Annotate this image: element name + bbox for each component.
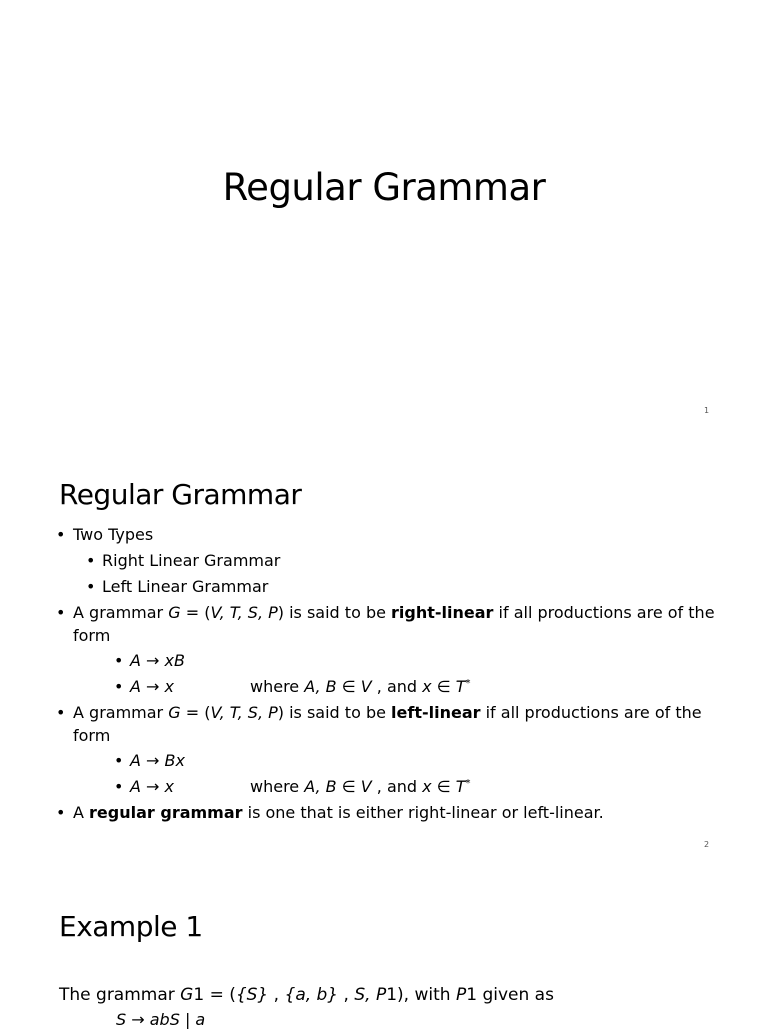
bullet-left-linear-definition: • A grammar G = (V, T, S, P) is said to be left-linear if all productions are of the bbox=[56, 700, 741, 726]
bullet-right-linear-type: • Right Linear Grammar bbox=[56, 548, 741, 574]
bullet-icon: • bbox=[86, 577, 96, 596]
arrow-icon: → bbox=[140, 651, 165, 670]
bullet-icon: • bbox=[56, 603, 66, 622]
arrow-icon: → bbox=[140, 777, 165, 796]
bullet-icon: • bbox=[56, 803, 66, 822]
bullet-two-types: • Two Types bbox=[56, 522, 741, 548]
bullet-icon: • bbox=[114, 777, 124, 796]
production-right-2: • A → x where A, B ∈ V , and x ∈ T* bbox=[56, 674, 741, 700]
slide-1 bbox=[0, 0, 768, 432]
bullet-icon: • bbox=[114, 677, 124, 696]
bullet-icon: • bbox=[114, 651, 124, 670]
slide-2-body bbox=[56, 522, 741, 826]
example-production: S → abS | a bbox=[116, 1010, 206, 1029]
production-left-1: • A → Bx bbox=[56, 748, 741, 774]
slide-2 bbox=[0, 432, 768, 864]
slide-3-title: Example 1 bbox=[59, 910, 203, 943]
bullet-icon: • bbox=[86, 551, 96, 570]
slide-2-title: Regular Grammar bbox=[59, 478, 302, 511]
slide-3 bbox=[0, 864, 768, 1029]
bullet-icon: • bbox=[114, 751, 124, 770]
bullet-continuation: form bbox=[73, 726, 111, 745]
bullet-continuation: form bbox=[73, 626, 111, 645]
bullet-right-linear-definition: • A grammar G = (V, T, S, P) is said to be right-linear if all productions are of the bbox=[56, 600, 741, 626]
production-right-1: • A → xB bbox=[56, 648, 741, 674]
example-grammar-text: The grammar G1 = ({S} , {a, b} , S, P1), with P1 given as bbox=[59, 985, 554, 1005]
production-condition: where A, B ∈ V , and x ∈ T* bbox=[250, 677, 471, 696]
bullet-regular-grammar-definition: • A regular grammar is one that is either right-linear or left-linear. bbox=[56, 800, 741, 826]
arrow-icon: → bbox=[140, 751, 165, 770]
production-left-2: • A → x where A, B ∈ V , and x ∈ T* bbox=[56, 774, 741, 800]
production-condition: where A, B ∈ V , and x ∈ T* bbox=[250, 777, 471, 796]
arrow-icon: → bbox=[140, 677, 165, 696]
slide-1-page-number: 1 bbox=[704, 406, 710, 415]
slide-2-page-number: 2 bbox=[704, 840, 710, 849]
bullet-icon: • bbox=[56, 525, 66, 544]
bullet-left-linear-type: • Left Linear Grammar bbox=[56, 574, 741, 600]
slide-1-title: Regular Grammar bbox=[222, 166, 546, 209]
bullet-icon: • bbox=[56, 703, 66, 722]
